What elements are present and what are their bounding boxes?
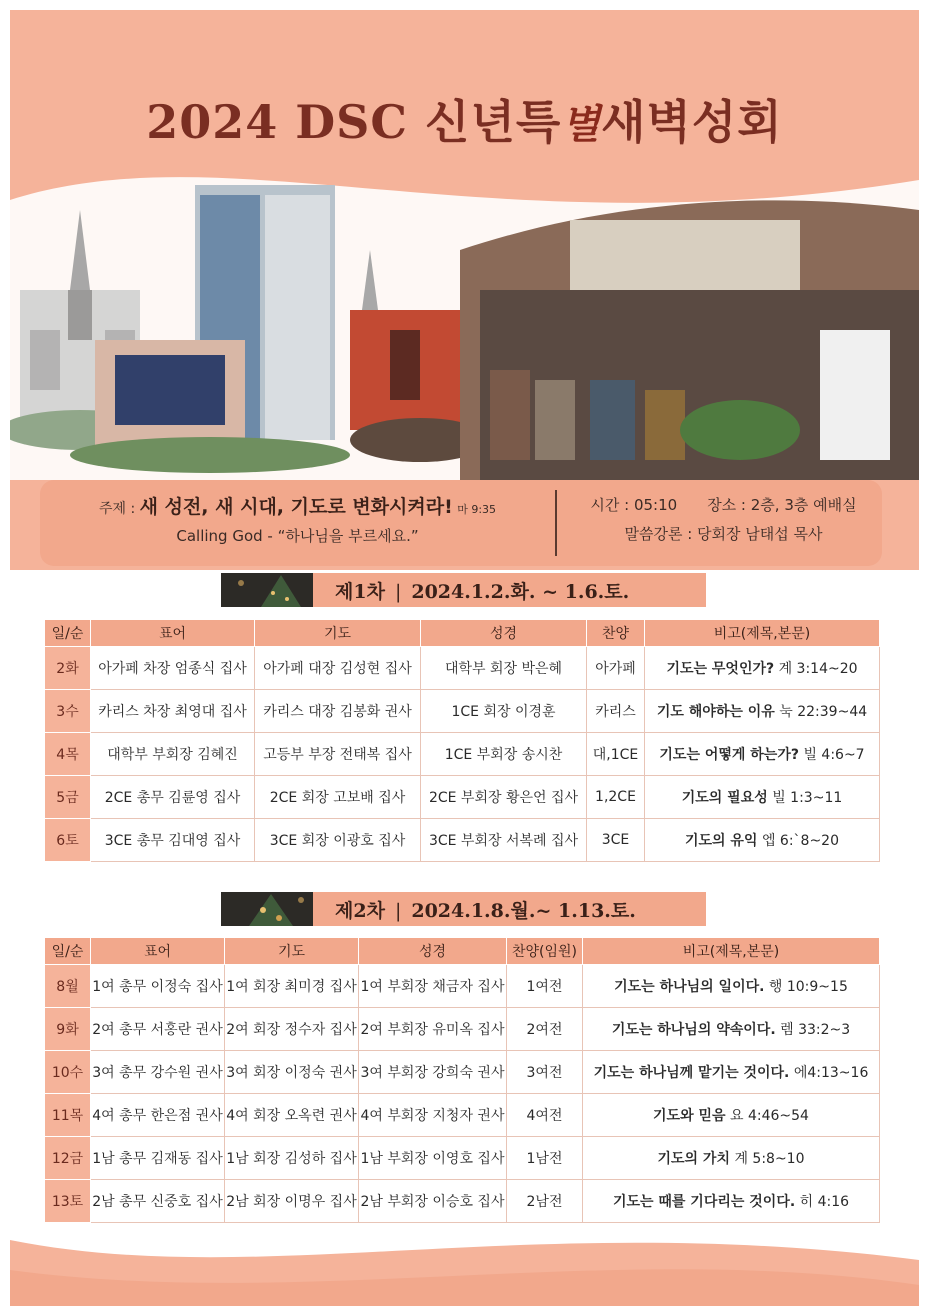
day-cell: 8월 [45, 965, 91, 1008]
title-special-glyph: 별 [561, 101, 601, 148]
prayer-cell: 4여 회장 오옥련 권사 [225, 1094, 359, 1137]
poster [10, 10, 919, 1306]
time-place: 시간 : 05:10 장소 : 2층, 3층 예배실 [590, 496, 857, 514]
praise-cell: 대,1CE [587, 733, 645, 776]
prayer-cell: 1여 회장 최미경 집사 [225, 965, 359, 1008]
note-title: 기도는 하나님의 약속이다. [611, 1022, 776, 1038]
note-title: 기도는 어떻게 하는가? [659, 747, 799, 763]
theme-subtitle: Calling God - “하나님을 부르세요.” [176, 527, 419, 545]
prayer-cell: 3CE 회장 이광호 집사 [255, 819, 421, 862]
bible-cell: 2CE 부회장 황은언 집사 [421, 776, 587, 819]
theme-label: 주제 : [98, 501, 136, 517]
column-header: 비고(제목,본문) [583, 938, 880, 965]
table-row [45, 690, 880, 733]
bible-cell: 대학부 회장 박은혜 [421, 647, 587, 690]
day-cell: 12금 [45, 1137, 91, 1180]
motto-cell: 2여 총무 서홍란 권사 [91, 1008, 225, 1051]
table-row [45, 776, 880, 819]
column-header: 찬양(임원) [507, 938, 583, 965]
bible-cell: 3CE 부회장 서복례 집사 [421, 819, 587, 862]
note-ref: 에4:13~16 [793, 1065, 869, 1081]
note-ref: 렘 33:2~3 [780, 1022, 851, 1038]
prayer-cell: 아가페 대장 김성현 집사 [255, 647, 421, 690]
table-row [45, 1051, 880, 1094]
note-title: 기도와 믿음 [653, 1108, 726, 1124]
session2-dates: 2024.1.8.월.~ 1.13.토. [411, 899, 636, 922]
day-cell: 6토 [45, 819, 91, 862]
prayer-cell: 고등부 부장 전태복 집사 [255, 733, 421, 776]
theme-main: 새 성전, 새 시대, 기도로 변화시켜라! [139, 496, 453, 518]
column-header: 비고(제목,본문) [645, 620, 880, 647]
praise-cell: 1,2CE [587, 776, 645, 819]
motto-cell: 카리스 차장 최영대 집사 [91, 690, 255, 733]
day-cell: 9화 [45, 1008, 91, 1051]
note-cell [645, 733, 880, 776]
praise-cell: 카리스 [587, 690, 645, 733]
column-header: 일/순 [45, 620, 91, 647]
note-ref: 히 4:16 [799, 1194, 850, 1210]
column-header: 표어 [91, 938, 225, 965]
bible-cell: 1여 부회장 채금자 집사 [359, 965, 507, 1008]
day-cell: 10수 [45, 1051, 91, 1094]
note-cell [583, 1180, 880, 1223]
motto-cell: 3여 총무 강수원 권사 [91, 1051, 225, 1094]
column-header: 표어 [91, 620, 255, 647]
table-row [45, 1137, 880, 1180]
bible-cell: 2남 부회장 이승호 집사 [359, 1180, 507, 1223]
note-cell [583, 1137, 880, 1180]
theme-divider [555, 490, 557, 556]
column-header: 성경 [421, 620, 587, 647]
day-cell: 11목 [45, 1094, 91, 1137]
bible-cell: 4여 부회장 지청자 권사 [359, 1094, 507, 1137]
bible-cell: 1남 부회장 이영호 집사 [359, 1137, 507, 1180]
table-row [45, 1180, 880, 1223]
note-ref: 행 10:9~15 [768, 979, 848, 995]
christmas-tree-image [221, 573, 313, 607]
congregation-image [460, 200, 919, 480]
praise-cell: 3CE [587, 819, 645, 862]
session2-label: 제2차 [335, 899, 385, 922]
session2-banner: 제2차 | 2024.1.8.월.~ 1.13.토. [221, 892, 706, 926]
bible-cell: 1CE 회장 이경훈 [421, 690, 587, 733]
session1-table [44, 619, 880, 862]
bible-cell: 1CE 부회장 송시찬 [421, 733, 587, 776]
table-row [45, 1094, 880, 1137]
poster-title: 2024 DSC 신년특별새벽성회 [146, 95, 783, 149]
prayer-cell: 2CE 회장 고보배 집사 [255, 776, 421, 819]
note-ref: 빌 1:3~11 [772, 790, 843, 806]
prayer-cell: 2여 회장 정수자 집사 [225, 1008, 359, 1051]
praise-cell: 3여전 [507, 1051, 583, 1094]
note-ref: 빌 4:6~7 [803, 747, 865, 763]
christmas-tree-image [221, 892, 313, 926]
motto-cell: 1남 총무 김재동 집사 [91, 1137, 225, 1180]
note-title: 기도는 때를 기다리는 것이다. [612, 1194, 796, 1210]
note-ref: 요 4:46~54 [729, 1108, 809, 1124]
note-cell [583, 1094, 880, 1137]
bible-cell: 3여 부회장 강희숙 권사 [359, 1051, 507, 1094]
praise-cell: 아가페 [587, 647, 645, 690]
note-ref: 계 3:14~20 [778, 661, 858, 677]
note-ref: 눅 22:39~44 [779, 704, 868, 720]
praise-cell: 2여전 [507, 1008, 583, 1051]
praise-cell: 1남전 [507, 1137, 583, 1180]
session2-header-row [45, 938, 880, 965]
day-cell: 3수 [45, 690, 91, 733]
motto-cell: 4여 총무 한은점 권사 [91, 1094, 225, 1137]
motto-cell: 2CE 총무 김륜영 집사 [91, 776, 255, 819]
praise-cell: 2남전 [507, 1180, 583, 1223]
note-cell [645, 690, 880, 733]
table-row [45, 647, 880, 690]
note-title: 기도의 필요성 [681, 790, 768, 806]
table-row [45, 965, 880, 1008]
day-cell: 2화 [45, 647, 91, 690]
note-ref: 엡 6:`8~20 [761, 833, 839, 849]
prayer-cell: 3여 회장 이정숙 권사 [225, 1051, 359, 1094]
prayer-cell: 1남 회장 김성하 집사 [225, 1137, 359, 1180]
session1-dates: 2024.1.2.화. ~ 1.6.토. [411, 580, 630, 603]
column-header: 기도 [225, 938, 359, 965]
note-title: 기도는 무엇인가? [666, 661, 775, 677]
table-row [45, 733, 880, 776]
theme-box [40, 480, 882, 566]
bible-cell: 2여 부회장 유미옥 집사 [359, 1008, 507, 1051]
note-cell [645, 776, 880, 819]
note-title: 기도는 하나님께 맡기는 것이다. [593, 1065, 790, 1081]
motto-cell: 아가페 차장 엄종식 집사 [91, 647, 255, 690]
column-header: 찬양 [587, 620, 645, 647]
motto-cell: 2남 총무 신중호 집사 [91, 1180, 225, 1223]
note-cell [645, 819, 880, 862]
note-title: 기도는 하나님의 일이다. [614, 979, 765, 995]
note-ref: 계 5:8~10 [734, 1151, 805, 1167]
speaker: 말씀강론 : 당회장 남태섭 목사 [624, 525, 823, 543]
note-cell [583, 1051, 880, 1094]
column-header: 일/순 [45, 938, 91, 965]
theme-right [565, 494, 882, 544]
session1-label: 제1차 [335, 580, 385, 603]
note-cell [645, 647, 880, 690]
prayer-cell: 카리스 대장 김봉화 권사 [255, 690, 421, 733]
note-cell [583, 965, 880, 1008]
motto-cell: 1여 총무 이정숙 집사 [91, 965, 225, 1008]
table-row [45, 819, 880, 862]
day-cell: 5금 [45, 776, 91, 819]
session2-table [44, 937, 880, 1223]
note-title: 기도의 유익 [684, 833, 758, 849]
motto-cell: 대학부 부회장 김혜진 [91, 733, 255, 776]
motto-cell: 3CE 총무 김대영 집사 [91, 819, 255, 862]
session1-banner: 제1차 | 2024.1.2.화. ~ 1.6.토. [221, 573, 706, 607]
theme-ref: 마 9:35 [457, 503, 497, 516]
note-cell [583, 1008, 880, 1051]
note-title: 기도 해야하는 이유 [656, 704, 775, 720]
day-cell: 4목 [45, 733, 91, 776]
column-header: 기도 [255, 620, 421, 647]
church-photo-collage [10, 180, 919, 480]
session1-header-row [45, 620, 880, 647]
column-header: 성경 [359, 938, 507, 965]
prayer-cell: 2남 회장 이명우 집사 [225, 1180, 359, 1223]
day-cell: 13토 [45, 1180, 91, 1223]
table-row [45, 1008, 880, 1051]
note-title: 기도의 가치 [657, 1151, 730, 1167]
praise-cell: 1여전 [507, 965, 583, 1008]
theme-left [40, 492, 555, 546]
praise-cell: 4여전 [507, 1094, 583, 1137]
